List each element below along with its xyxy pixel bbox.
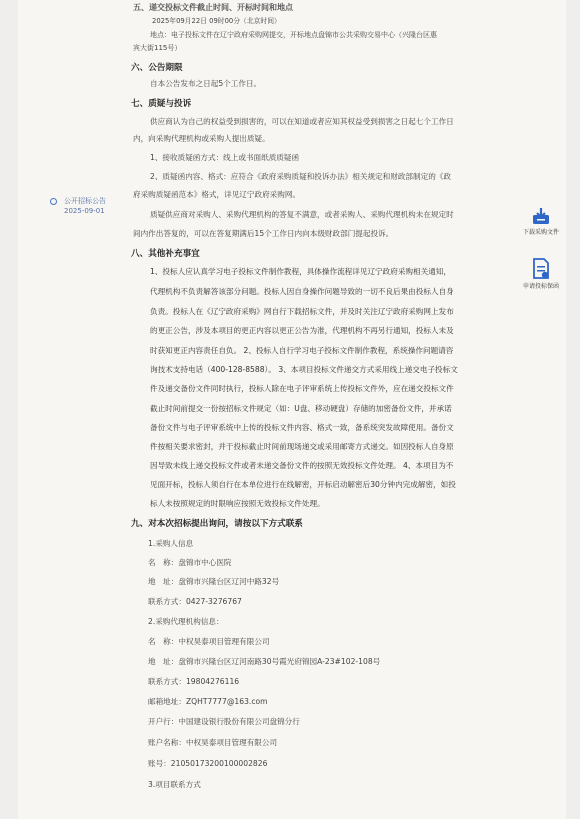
project-contact-header: 3.项目联系方式 [148, 780, 201, 789]
section6-title: 六、公告期限 [131, 63, 183, 73]
announcement-date: 2025-09-01 [64, 207, 105, 215]
download-label: 下载采购文件 [522, 229, 559, 236]
section8-line: 备份文件与电子评审系统中上传的投标文件内容、格式一致，备系统突发故障使用。备份文 [150, 423, 454, 432]
section7-p3: 2、质疑函内容、格式：应符合《政府采购质疑和投诉办法》相关规定和财政部制定的《政 [150, 172, 451, 181]
buyer-name: 名 称：盘锦市中心医院 [148, 558, 232, 567]
agent-bank: 开户行：中国建设银行股份有限公司盘锦分行 [148, 717, 300, 726]
buyer-address: 地 址：盘锦市兴隆台区辽河中路32号 [148, 577, 280, 586]
section8-line: 时获知更正内容责任自负。 2、投标人自行学习电子投标文件制作教程，系统操作问题请咨 [150, 346, 454, 355]
section8-line: 件及递交备份文件同时执行，投标人除在电子评审系统上传投标文件外，应在递交投标文件 [150, 384, 454, 393]
buyer-header: 1.采购人信息 [148, 539, 194, 548]
agent-account-name: 账户名称：中权昊泰项目管理有限公司 [148, 738, 278, 747]
section8-line: 的更正公告，涉及本项目的更正内容以更正公告为准，代理机构不再另行通知，投标人未及 [150, 326, 454, 335]
section7-p2: 1、接收质疑函方式：线上或书面纸质质疑函 [150, 153, 300, 162]
agent-header: 2.采购代理机构信息： [148, 617, 224, 626]
section7-title: 七、质疑与投诉 [131, 99, 192, 109]
section8-line: 标人未按照规定的时限响应按照无效投标文件处理。 [150, 499, 325, 508]
agent-address: 地 址：盘锦市兴隆台区辽河南路30号霞光府锦园A-23#102-108号 [148, 657, 381, 666]
section7-p3-cont: 府采购质疑函范本》格式，详见辽宁政府采购网。 [133, 190, 301, 199]
section5-title: 五、递交投标文件截止时间、开标时间和地点 [133, 3, 293, 12]
agent-account-number: 账号：21050173200100002826 [148, 759, 268, 768]
section8-line: 截止时间前提交一份按招标文件规定（如：U盘、移动硬盘）存储的加密备份文件，并承诺 [150, 404, 452, 413]
buyer-contact: 联系方式：0427-3276767 [148, 597, 242, 606]
section5-time: 2025年09月22日 09时00分（北京时间） [152, 17, 281, 25]
section8-line: 因导致未线上递交投标文件或者未递交备份文件的按照无效投标文件处理。 4、本项目为不 [150, 461, 454, 470]
announcement-label: 公开招标公告 [64, 197, 106, 205]
section5-place-cont: 宾大街115号） [133, 44, 182, 52]
section7-p4: 质疑供应商对采购人、采购代理机构的答复不满意，或者采购人、采购代理机构未在规定时 [150, 210, 454, 219]
section7-p4-cont: 间内作出答复的，可以在答复期满后15个工作日内向本级财政部门提起投诉。 [133, 229, 394, 238]
section5-place: 地点：电子投标文件在辽宁政府采购网提交，开标地点盘锦市公共采购交易中心（兴隆台区惠 [150, 31, 437, 39]
section6-text: 自本公告发布之日起5个工作日。 [150, 79, 262, 88]
section8-line: 件按相关要求密封，并于投标截止时间前现场递交或采用邮寄方式递交。如因投标人自身原 [150, 442, 454, 451]
apply-label: 申请投标保函 [522, 283, 559, 290]
agent-email: 邮箱地址：ZQHT7777@163.com [148, 697, 268, 706]
section8-line: 见面开标，投标人须自行在本单位进行在线解密，开标启动解密后30分钟内完成解密，如投 [150, 480, 456, 489]
section8-title: 八、其他补充事宜 [131, 249, 200, 259]
section8-line: 询技术支持电话（400-128-8588）。 3、本项目投标文件递交方式采用线上递交电子投标文 [150, 365, 458, 374]
section9-title: 九、对本次招标提出询问，请按以下方式联系 [131, 519, 303, 529]
agent-contact: 联系方式：19804276116 [148, 677, 240, 686]
section7-p1: 供应商认为自己的权益受到损害的，可以在知道或者应知其权益受到损害之日起七个工作日 [150, 117, 454, 126]
section8-line: 代理机构不负责解答该部分问题。投标人因自身操作问题导致的一切不良后果由投标人自身 [150, 287, 454, 296]
section8-line: 负责。投标人在《辽宁政府采购》网自行下载招标文件，并及时关注辽宁政府采购网上发布 [150, 307, 454, 316]
section7-p1-cont: 内，向采购代理机构或采购人提出质疑。 [133, 134, 270, 143]
section8-line: 1、投标人应认真学习电子投标文件制作教程，具体操作流程详见辽宁政府采购相关通知， [150, 267, 451, 276]
agent-name: 名 称：中权昊泰项目管理有限公司 [148, 637, 270, 646]
